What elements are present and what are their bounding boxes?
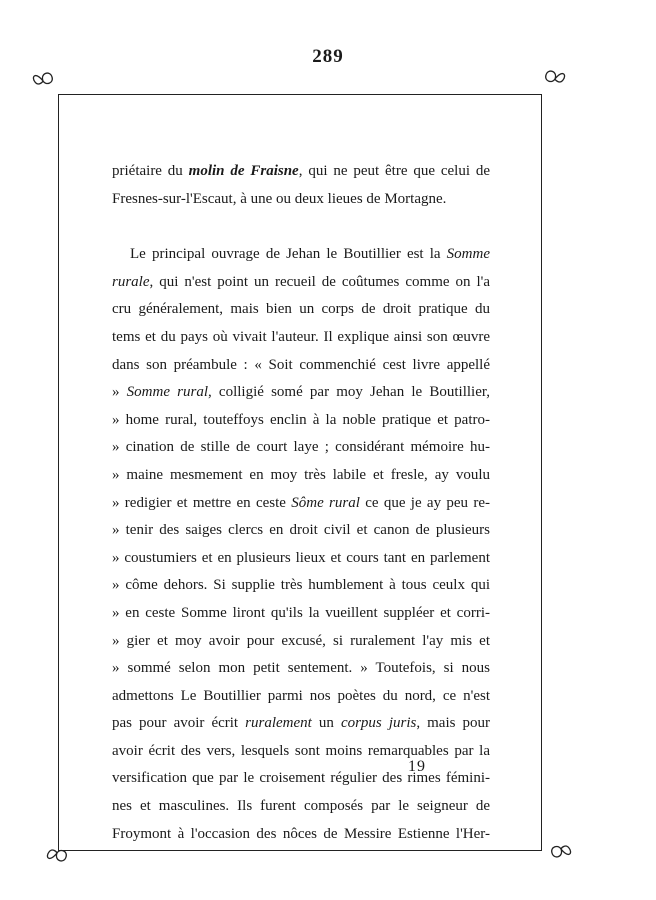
text-line: [112, 241, 490, 269]
text-segment: , qui n'est point un recueil de coûtumes comme on l'a: [149, 273, 490, 290]
text-segment: priétaire du: [112, 163, 189, 179]
corner-flourish-icon: [30, 68, 56, 94]
text-segment: admettons Le Boutillier parmi nos poètes du nord, ce n'est: [112, 687, 490, 704]
corner-flourish-icon: [542, 66, 568, 92]
text-segment: versification que par le croisement régulier des rimes fémini-: [112, 770, 490, 787]
text-segment: Fresnes-sur-l'Escaut, à une ou deux lieues de Mortagne.: [112, 190, 447, 207]
text-segment: » en ceste Somme liront qu'ils la vueillent suppléer et corri-: [112, 604, 490, 621]
text-line: [112, 600, 490, 628]
text-line: [112, 793, 490, 821]
corner-flourish-icon: [44, 840, 70, 866]
text-line: [112, 683, 490, 711]
paragraph-gap: [112, 213, 490, 241]
text-segment: nes et masculines. Ils furent composés par le seigneur de: [112, 798, 490, 815]
text-line: [112, 324, 490, 352]
text-segment: avoir écrit des vers, lesquels sont moins remarquables par la: [112, 742, 490, 759]
text-segment: dans son préambule : « Soit commenchié cest livre appellé: [112, 356, 490, 373]
signature-mark: 19: [408, 758, 426, 775]
text-segment: cru généralement, mais bien un corps de droit pratique du: [112, 301, 490, 318]
text-line: [112, 765, 490, 793]
text-segment: , colligié somé par moy Jehan le Boutillier,: [208, 384, 491, 401]
body-text: [112, 158, 490, 848]
text-line: [112, 738, 490, 766]
text-line: [112, 490, 490, 518]
italic-segment: ruralement: [245, 715, 312, 732]
text-segment: , mais pour: [416, 715, 491, 732]
text-line: [112, 821, 490, 849]
text-line: [112, 407, 490, 435]
text-segment: , qui ne peut être que celui de: [298, 163, 490, 179]
text-segment: Le principal ouvrage de Jehan le Boutillier est la: [130, 246, 447, 263]
text-line: [112, 269, 490, 297]
text-line: [112, 296, 490, 324]
italic-segment: Sôme rural: [291, 494, 360, 511]
text-line: [112, 655, 490, 683]
italic-segment: Somme: [446, 246, 490, 263]
italic-segment: molin de Fraisne: [188, 163, 299, 179]
italic-segment: rurale: [112, 273, 150, 290]
page-number: 289: [312, 46, 344, 67]
italic-segment: corpus juris: [340, 715, 417, 732]
text-line: [112, 352, 490, 380]
text-line: [112, 710, 490, 738]
text-line: [112, 434, 490, 462]
italic-segment: Somme rural: [126, 384, 209, 401]
corner-flourish-icon: [548, 836, 574, 862]
text-segment: » maine mesmement en moy très labile et fresle, ay voulu: [112, 466, 490, 483]
text-segment: » gier et moy avoir pour excusé, si ruralement l'ay mis et: [112, 632, 490, 649]
text-segment: tems et du pays où vivait l'auteur. Il explique ainsi son œuvre: [112, 328, 490, 345]
text-segment: »: [112, 384, 127, 401]
text-segment: » redigier et mettre en ceste: [112, 494, 292, 511]
text-segment: » home rural, touteffoys enclin à la noble pratique et patro-: [112, 411, 490, 428]
text-segment: ce que je ay peu re-: [359, 494, 490, 511]
text-segment: un: [311, 715, 341, 732]
text-line: [112, 379, 490, 407]
text-line: [112, 517, 490, 545]
text-line: [112, 158, 490, 186]
text-line: [112, 628, 490, 656]
text-line: [112, 545, 490, 573]
text-line: [112, 462, 490, 490]
text-segment: » tenir des saiges clercs en droit civil et canon de plusieurs: [112, 522, 490, 539]
text-line: [112, 186, 490, 214]
text-segment: Froymont à l'occasion des nôces de Messire Estienne l'Her-: [112, 825, 490, 842]
text-segment: » coustumiers et en plusieurs lieux et cours tant en parlement: [112, 549, 490, 566]
text-segment: » côme dehors. Si supplie très humblement à tous ceulx qui: [112, 577, 490, 594]
text-segment: pas pour avoir écrit: [112, 715, 246, 732]
text-segment: » cination de stille de court laye ; considérant mémoire hu-: [112, 439, 490, 456]
text-line: [112, 572, 490, 600]
text-segment: » sommé selon mon petit sentement. » Toutefois, si nous: [112, 660, 490, 677]
